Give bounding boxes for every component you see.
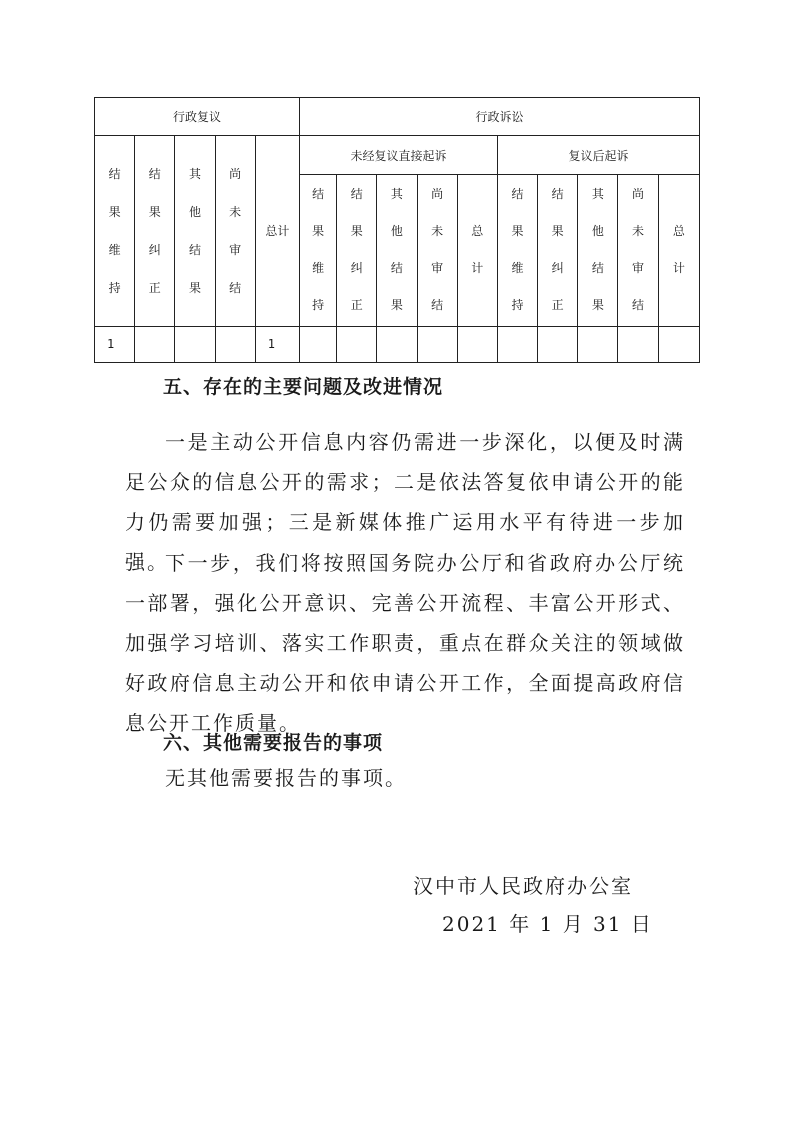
section5-paragraph-1: 一是主动公开信息内容仍需进一步深化，以便及时满足公众的信息公开的需求；二是依法答复依申请公开的能力仍需要加强；三是新媒体推广运用水平有待进一步加强。 [125,430,685,574]
table-cell [175,326,215,362]
direct-other-header: 其 他 结 果 [377,174,417,326]
table-cell: 1 [255,326,299,362]
table-cell: 1 [95,326,135,362]
signature-date: 2021 年 1 月 31 日 [442,912,653,936]
table-cell [299,326,336,362]
section6-paragraph: 无其他需要报告的事项。 [165,766,407,790]
section5-paragraph-2: 下一步，我们将按照国务院办公厅和省政府办公厅统一部署，强化公开意识、完善公开流程、丰富公开形式、加强学习培训、落实工作职责，重点在群众关注的领域做好政府信息主动公开和依申请公开工作，全面提高政府信息公开工作质量。 [125,551,685,735]
review-upheld-header: 结 果 维 持 [95,136,135,326]
after-other-header: 其 他 结 果 [578,174,618,326]
table-cell [135,326,175,362]
direct-total-header: 总 计 [457,174,497,326]
section6-heading: 六、其他需要报告的事项 [163,732,384,754]
direct-pending-header: 尚 未 审 结 [417,174,457,326]
after-total-header: 总 计 [658,174,699,326]
table-cell [337,326,377,362]
direct-upheld-header: 结 果 维 持 [299,174,336,326]
direct-suit-header: 未经复议直接起诉 [299,136,497,174]
review-total-header: 总计 [255,136,299,326]
after-review-suit-header: 复议后起诉 [497,136,699,174]
table-cell [497,326,537,362]
admin-review-header: 行政复议 [95,98,300,136]
table-cell [215,326,255,362]
litigation-review-table [94,97,700,363]
review-corrected-header: 结 果 纠 正 [135,136,175,326]
review-other-header: 其 他 结 果 [175,136,215,326]
signature-org: 汉中市人民政府办公室 [413,874,633,898]
table-cell [538,326,578,362]
review-pending-header: 尚 未 审 结 [215,136,255,326]
after-pending-header: 尚 未 审 结 [618,174,658,326]
section5-heading: 五、存在的主要问题及改进情况 [163,376,444,398]
after-corrected-header: 结 果 纠 正 [538,174,578,326]
table-cell [658,326,699,362]
table-cell [457,326,497,362]
table-cell [377,326,417,362]
table-cell [578,326,618,362]
table-cell [618,326,658,362]
after-upheld-header: 结 果 维 持 [497,174,537,326]
table-cell [417,326,457,362]
admin-litigation-header: 行政诉讼 [299,98,699,136]
direct-corrected-header: 结 果 纠 正 [337,174,377,326]
